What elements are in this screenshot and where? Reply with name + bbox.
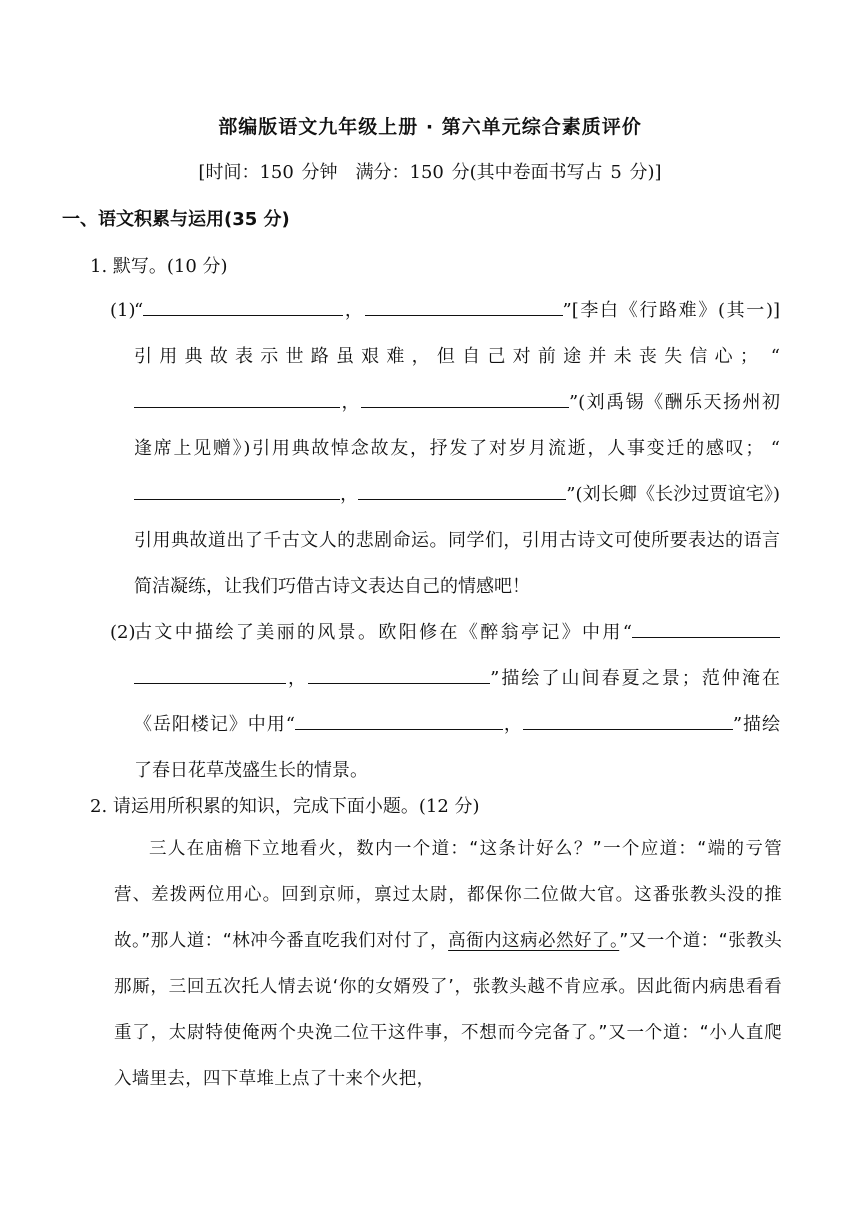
prompt-text: ”描绘了春日花草茂盛生长的情景。: [134, 714, 781, 781]
reading-passage: [114, 826, 782, 1102]
answer-blank[interactable]: [134, 663, 286, 684]
passage-text: 三人在庙檐下立地看火，数内一个道：“这条计好么？”一个应道：“端的亏管营、差拨两位用心。回到京师，禀过太尉，都保你二位做大官。这番张教头没的推故。”那人道：“林冲今番直吃我们对付了，: [114, 839, 782, 951]
part-number: (1): [110, 300, 136, 321]
source-text: ”(刘禹锡《酬乐天扬州初逢席上见赠》)引用典故悼念故友，抒发了对岁月流逝，人事变迁的感叹；: [134, 392, 780, 459]
question-2-label: 2. 请运用所积累的知识，完成下面小题。(12 分): [90, 796, 480, 817]
part-number: (2): [110, 622, 136, 643]
answer-blank[interactable]: [632, 617, 780, 638]
comma: ，: [340, 484, 359, 505]
answer-blank[interactable]: [143, 295, 343, 316]
page-title: 部编版语文九年级上册 · 第六单元综合素质评价: [218, 116, 642, 138]
part-body: [134, 288, 780, 610]
quote-mark: “: [134, 300, 144, 321]
quote-mark: “: [770, 438, 780, 459]
prompt-text: 引用典故表示世路虽艰难，但自己对前途并未丧失信心；: [134, 346, 765, 367]
underlined-sentence: 高衙内这病必然好了。: [448, 931, 620, 951]
question-1-part-1: [110, 288, 780, 610]
question-1-label: 1. 默写。(10 分): [90, 256, 228, 277]
prompt-text: 古文中描绘了美丽的风景。欧阳修在《醉翁亭记》中用“: [134, 622, 632, 643]
answer-blank[interactable]: [358, 479, 566, 500]
answer-blank[interactable]: [134, 479, 340, 500]
answer-blank[interactable]: [361, 387, 569, 408]
question-1-part-2: [110, 610, 780, 794]
comma: ，: [286, 668, 309, 689]
exam-info: [时间：150 分钟 满分：150 分(其中卷面书写占 5 分)]: [198, 162, 662, 183]
comma: ，: [343, 300, 365, 321]
answer-blank[interactable]: [295, 709, 503, 730]
passage-text: ”又一个道：“张教头那厮，三回五次托人情去说‘你的女婿殁了’，张教头越不肯应承。因此衙内病患看看重了，太尉特使俺两个央浼二位干这件事，不想而今完备了。”又一个道：“小人直爬入墙里去，四下草堆上点了十来个火把，: [114, 931, 783, 1089]
answer-blank[interactable]: [308, 663, 490, 684]
answer-blank[interactable]: [365, 295, 563, 316]
answer-blank[interactable]: [523, 709, 733, 730]
section-heading: 一、语文积累与运用(35 分): [62, 209, 290, 230]
comma: ，: [340, 392, 361, 413]
quote-mark: “: [770, 346, 780, 367]
comma: ，: [502, 714, 523, 735]
part-body: [134, 610, 780, 794]
source-text: ”[李白《行路难》(其一)]: [562, 300, 780, 321]
answer-blank[interactable]: [134, 387, 340, 408]
prompt-text: ”描绘了山间春夏之景；范仲淹在《岳阳楼记》中用“: [134, 668, 781, 735]
source-text: ”(刘长卿《长沙过贾谊宅》)引用典故道出了千古文人的悲剧命运。同学们，引用古诗文可使所要表达的语言简洁凝练，让我们巧借古诗文表达自己的情感吧！: [134, 484, 780, 597]
